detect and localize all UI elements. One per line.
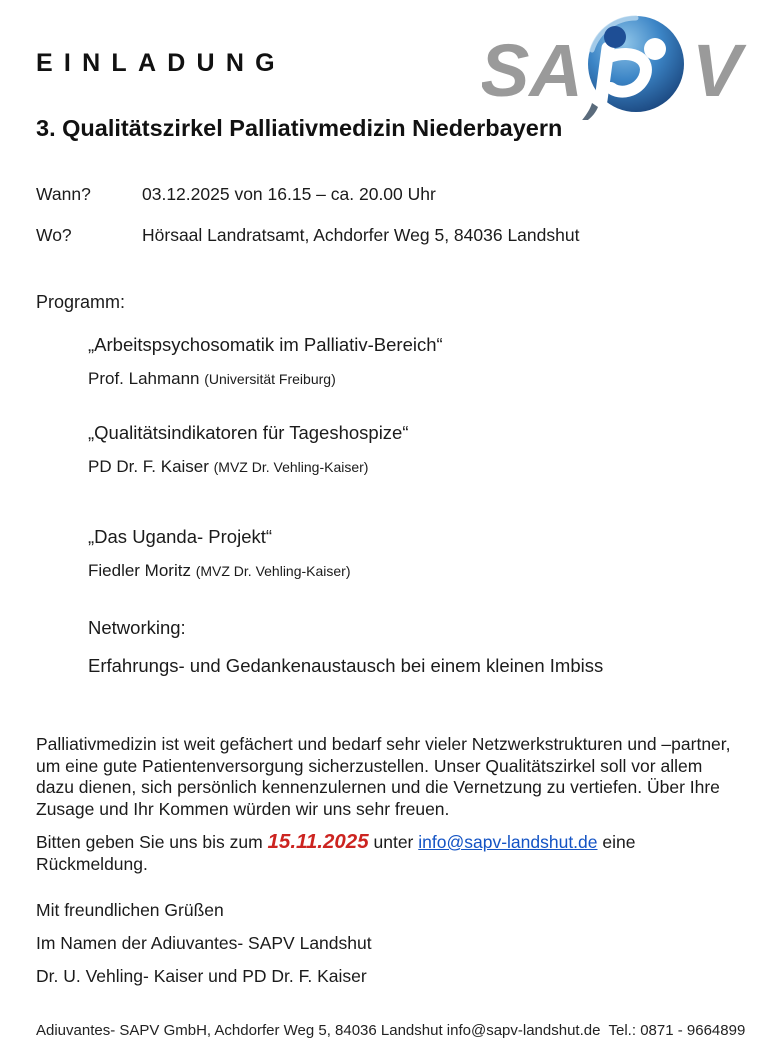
speaker-line	[88, 456, 734, 478]
speaker-line	[88, 368, 734, 390]
networking-text: Erfahrungs- und Gedankenaustausch bei einem kleinen Imbiss	[88, 655, 604, 676]
program-list	[88, 333, 734, 678]
rsvp-deadline: 15.11.2025	[267, 830, 369, 853]
where-value: Hörsaal Landratsamt, Achdorfer Weg 5, 84036 Landshut	[142, 225, 580, 245]
speaker-line	[88, 560, 734, 582]
speaker-affiliation: (Universität Freiburg)	[204, 371, 336, 387]
closing-signatories: Dr. U. Vehling- Kaiser und PD Dr. F. Kaiser	[36, 966, 367, 986]
event-details	[36, 183, 734, 246]
email-link[interactable]: info@sapv-landshut.de	[418, 832, 598, 852]
closing-greeting: Mit freundlichen Grüßen	[36, 900, 224, 920]
detail-row-where	[36, 224, 734, 246]
program-heading: Programm:	[36, 292, 126, 312]
talk-title: „Arbeitspsychosomatik im Palliativ-Bereich“	[88, 334, 443, 355]
invitation-label: EINLADUNG	[36, 49, 286, 77]
where-label: Wo?	[36, 225, 72, 245]
speaker-name: Prof. Lahmann	[88, 369, 205, 388]
networking-label: Networking:	[88, 617, 186, 638]
sapv-logo	[482, 10, 768, 120]
footer-contact-line: Adiuvantes- SAPV GmbH, Achdorfer Weg 5, 84036 Landshut info@sapv-landshut.de Tel.: 0871 - 9664899	[36, 1022, 746, 1039]
closing-block	[36, 900, 734, 987]
logo-text-v: V	[692, 29, 742, 112]
talk-title: „Qualitätsindikatoren für Tageshospize“	[88, 422, 409, 443]
page-title: 3. Qualitätszirkel Palliativmedizin Niederbayern	[36, 115, 563, 141]
when-label: Wann?	[36, 184, 91, 204]
rsvp-suffix: eine Rückmeldung.	[36, 832, 636, 874]
closing-on-behalf: Im Namen der Adiuvantes- SAPV Landshut	[36, 933, 372, 953]
logo-figure-head-dark	[604, 26, 626, 48]
intro-paragraph: Palliativmedizin ist weit gefächert und bedarf sehr vieler Netzwerkstrukturen und –partner, um eine gute Patientenversorgung sicherzustellen. Unser Qualitätszirkel soll vor allem dazu dienen, sich persönlich kennenzulernen und die Vernetzung zu vertiefen. Über Ihre Zusage und Ihr Kommen würden wir uns sehr freuen.	[36, 734, 731, 819]
talk-title: „Das Uganda- Projekt“	[88, 526, 273, 547]
speaker-name: Fiedler Moritz	[88, 561, 196, 580]
speaker-affiliation: (MVZ Dr. Vehling-Kaiser)	[213, 459, 369, 475]
rsvp-line	[36, 831, 740, 875]
when-value: 03.12.2025 von 16.15 – ca. 20.00 Uhr	[142, 184, 436, 204]
detail-row-when	[36, 183, 734, 205]
logo-figure-head-light	[644, 38, 666, 60]
sapv-logo-graphic	[482, 10, 768, 120]
rsvp-prefix: Bitten geben Sie uns bis zum	[36, 832, 268, 852]
speaker-affiliation: (MVZ Dr. Vehling-Kaiser)	[195, 563, 351, 579]
speaker-name: PD Dr. F. Kaiser	[88, 457, 214, 476]
logo-text-sa: SA	[482, 29, 583, 112]
rsvp-middle: unter	[368, 832, 419, 852]
